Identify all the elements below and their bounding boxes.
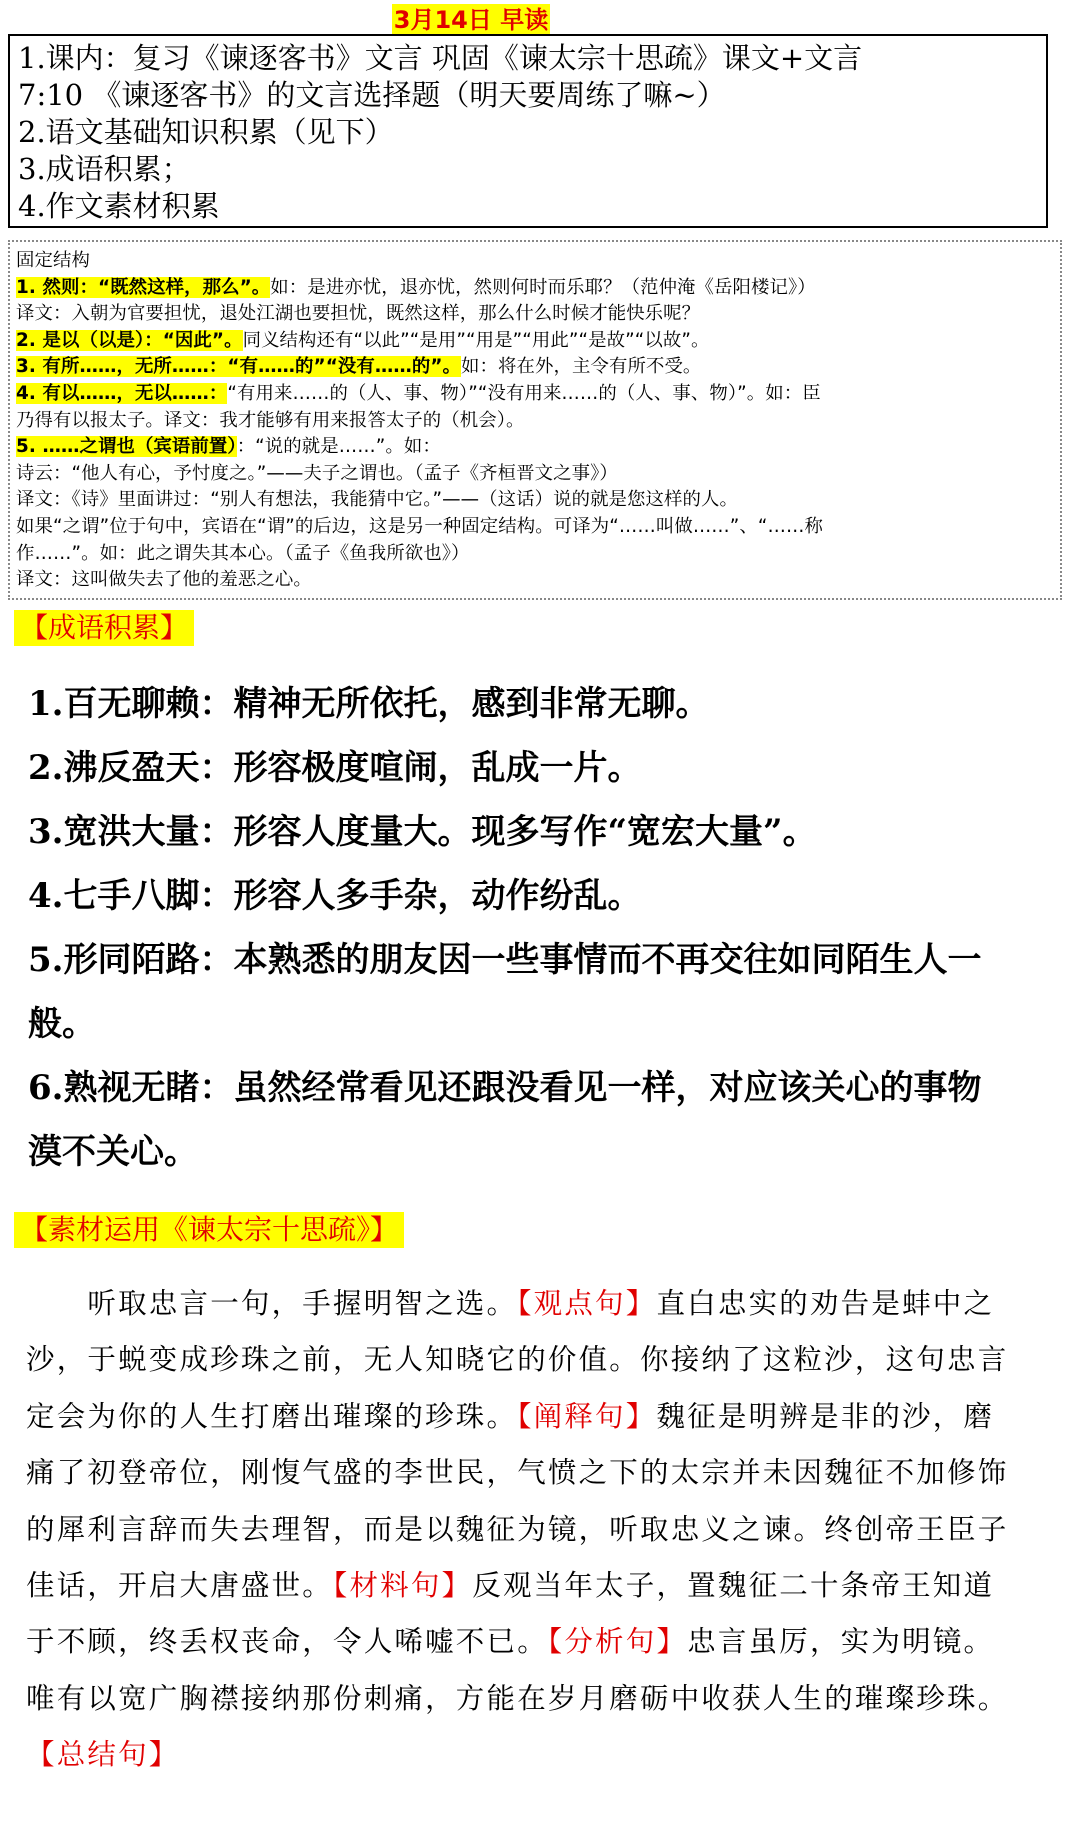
material-section-tag: 【素材运用《谏太宗十思疏》】 [14, 1212, 404, 1248]
task-line: 2.语文基础知识积累（见下） [18, 115, 394, 149]
essay-text: 直白忠实的劝告是蚌中之 [656, 1287, 995, 1320]
fixed-structure-line [16, 275, 1054, 302]
highlighted-structure: 5. ……之谓也（宾语前置） [16, 436, 237, 458]
section-heading: 固定结构 [16, 250, 90, 271]
fixed-structure-lines [16, 275, 1054, 594]
fixed-structure-line [16, 461, 1054, 488]
highlighted-structure: 2. 是以（以是）：“因此”。 [16, 329, 243, 351]
fixed-structure-line [16, 381, 1054, 408]
structure-text: 译文：《诗》里面讲过：“别人有想法，我能猜中它。”——（这话）说的就是您这样的人。 [16, 489, 738, 511]
essay-line [26, 1445, 1046, 1501]
fixed-structure-line [16, 567, 1054, 594]
idiom-line: 6.熟视无睹：虽然经常看见还跟没看见一样，对应该关心的事物 [28, 1068, 982, 1108]
essay-text: 反观当年太子，置魏征二十条帝王知道 [472, 1569, 995, 1603]
idiom-line: 2.沸反盈天：形容极度喧闹，乱成一片。 [28, 748, 642, 788]
structure-text: “有用来……的（人、事、物）”“没有用来……的（人、事、物）”。如：臣 [227, 382, 821, 404]
essay-line [26, 1727, 1046, 1783]
fixed-structure-line [16, 301, 1054, 328]
idiom-line: 1.百无聊赖：精神无所依托，感到非常无聊。 [28, 684, 710, 724]
sentence-type-label: 【总结句】 [26, 1738, 180, 1772]
idiom-section-tag: 【成语积累】 [14, 610, 194, 646]
highlighted-structure: 3. 有所……，无所……：“有……的”“没有……的”。 [16, 356, 462, 378]
essay-text: 佳话，开启大唐盛世。 [26, 1569, 334, 1603]
structure-text: 如：是进亦忧，退亦忧，然则何时而乐耶？（范仲淹《岳阳楼记》） [270, 276, 816, 298]
idiom-line: 5.形同陌路：本熟悉的朋友因一些事情而不再交往如同陌生人一 [28, 940, 982, 980]
fixed-structure-line [16, 541, 1054, 568]
idiom-line: 3.宽洪大量：形容人度量大。现多写作“宽宏大量”。 [28, 812, 817, 852]
sentence-type-label: 【观点句】 [517, 1287, 657, 1320]
fixed-structure-line [16, 487, 1054, 514]
essay-text: 的犀利言辞而失去理智，而是以魏征为镜，听取忠义之谏。终创帝王臣子 [26, 1512, 1009, 1546]
structure-text: 同义结构还有“以此”“是用”“用是”“用此”“是故”“以故”。 [242, 329, 710, 351]
structure-text: ：“说的就是……”。如： [236, 436, 441, 458]
page-title: 3月14日 早读 [393, 6, 549, 34]
essay-line [26, 1558, 1046, 1614]
essay-text: 唯有以宽广胸襟接纳那份刺痛，方能在岁月磨砺中收获人生的璀璨珍珠。 [26, 1681, 1009, 1715]
essay-line [26, 1276, 1046, 1332]
highlighted-structure: 4. 有以……，无以……： [16, 382, 228, 404]
essay-line [26, 1614, 1046, 1670]
date-title-highlight [392, 4, 550, 36]
fixed-structure-box [8, 240, 1062, 600]
essay-text: 沙，于蜕变成珍珠之前，无人知晓它的价值。你接纳了这粒沙，这句忠言 [26, 1343, 1009, 1377]
fixed-structure-line [16, 408, 1054, 435]
task-line: 3.成语积累； [18, 152, 191, 186]
essay-line [26, 1332, 1046, 1388]
essay-text: 魏征是明辨是非的沙，磨 [656, 1399, 995, 1433]
task-line: 4.作文素材积累 [18, 189, 220, 223]
task-list-box [8, 34, 1048, 228]
fixed-structure-line [16, 328, 1054, 355]
essay-paragraph [26, 1276, 1046, 1784]
structure-text: 诗云：“他人有心，予忖度之。”——夫子之谓也。（孟子《齐桓晋文之事》） [16, 462, 618, 484]
essay-line [26, 1389, 1046, 1445]
structure-text: 如：将在外，主令有所不受。 [461, 356, 702, 378]
fixed-structure-line [16, 434, 1054, 461]
structure-text: 译文：入朝为官要担忧，退处江湖也要担忧，既然这样，那么什么时候才能快乐呢？ [16, 303, 701, 325]
structure-text: 作……”。如：此之谓失其本心。（孟子《鱼我所欲也》） [16, 542, 470, 564]
structure-text: 如果“之谓”位于句中，宾语在“谓”的后边，这是另一种固定结构。可译为“……叫做……”、“……称 [16, 515, 824, 537]
idiom-line: 漠不关心。 [28, 1132, 198, 1172]
essay-line [26, 1502, 1046, 1558]
essay-text: 听取忠言一句，手握明智之选。 [26, 1287, 518, 1320]
essay-line [26, 1671, 1046, 1727]
sentence-type-label: 【分析句】 [547, 1625, 688, 1659]
essay-text: 忠言虽厉，实为明镜。 [687, 1625, 995, 1659]
essay-text: 定会为你的人生打磨出璀璨的珍珠。 [26, 1399, 518, 1433]
sentence-type-label: 【材料句】 [333, 1569, 473, 1603]
fixed-structure-line [16, 354, 1054, 381]
idiom-line: 般。 [28, 1004, 96, 1044]
essay-text: 痛了初登帝位，刚愎气盛的李世民，气愤之下的太宗并未因魏征不加修饰 [26, 1456, 1009, 1490]
sentence-type-label: 【阐释句】 [517, 1399, 657, 1433]
essay-text: 于不顾，终丢权丧命，令人唏嘘不已。 [26, 1625, 548, 1659]
highlighted-structure: 1. 然则：“既然这样，那么”。 [16, 276, 271, 298]
structure-text: 乃得有以报太子。译文：我才能够有用来报答太子的（机会）。 [16, 409, 525, 431]
idiom-line: 4.七手八脚：形容人多手杂，动作纷乱。 [28, 876, 642, 916]
task-line: 7:10 《谏逐客书》的文言选择题（明天要周练了嘛~） [18, 78, 726, 112]
task-line: 1.课内：复习《谏逐客书》文言 巩固《谏太宗十思疏》课文+文言 [18, 41, 863, 75]
fixed-structure-line [16, 514, 1054, 541]
structure-text: 译文：这叫做失去了他的羞恶之心。 [16, 569, 312, 591]
